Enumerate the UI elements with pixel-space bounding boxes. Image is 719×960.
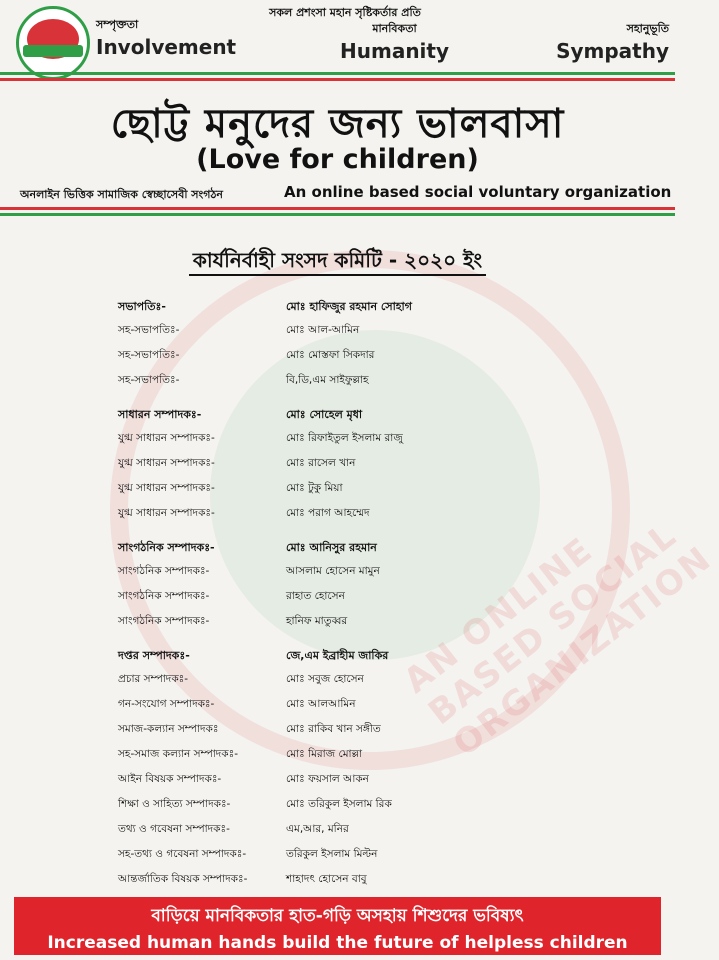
committee-row bbox=[118, 847, 638, 872]
keyword-sympathy bbox=[556, 20, 669, 63]
committee-member: তরিকুল ইসলাম মিল্টন bbox=[286, 848, 378, 860]
organization-name-bn: ছোট্ট মনুদের জন্য ভালবাসা bbox=[110, 101, 565, 147]
committee-role: সাংগঠনিক সম্পাদকঃ- bbox=[118, 615, 210, 627]
committee-member: বি,ডি,এম সাইফুল্লাহ bbox=[286, 374, 369, 386]
header-divider-green bbox=[0, 72, 675, 75]
committee-role: দপ্তর সম্পাদকঃ- bbox=[118, 649, 190, 662]
committee-role: সহ-সভাপতিঃ- bbox=[118, 349, 180, 361]
committee-member: মোঃ সবুজ হোসেন bbox=[286, 673, 364, 685]
organization-name-en: (Love for children) bbox=[196, 144, 479, 175]
committee-role: সভাপতিঃ- bbox=[118, 300, 166, 313]
keyword-involvement-en: Involvement bbox=[96, 35, 237, 59]
committee-row bbox=[118, 797, 638, 822]
committee-role: সাংগঠনিক সম্পাদকঃ- bbox=[118, 565, 210, 577]
committee-row bbox=[118, 406, 638, 431]
committee-member: মোঃ সোহেল মৃধা bbox=[286, 408, 363, 421]
committee-role: সাংগঠনিক সম্পাদকঃ- bbox=[118, 590, 210, 602]
committee-member: মোঃ মোস্তফা সিকদার bbox=[286, 349, 375, 361]
group-spacer bbox=[118, 531, 638, 539]
committee-row bbox=[118, 772, 638, 797]
committee-member: মোঃ রাকিব খান সঙ্গীত bbox=[286, 723, 381, 735]
committee-row bbox=[118, 298, 638, 323]
committee-row bbox=[118, 539, 638, 564]
committee-row bbox=[118, 323, 638, 348]
committee-member: মোঃ আলআমিন bbox=[286, 698, 356, 710]
committee-member: মোঃ আল-আমিন bbox=[286, 324, 360, 336]
committee-role: সাংগঠনিক সম্পাদকঃ- bbox=[118, 541, 215, 554]
footer-slogan-en: Increased human hands build the future of helpless children bbox=[47, 933, 628, 953]
committee-row bbox=[118, 589, 638, 614]
committee-member: শাহাদৎ হোসেন বাবু bbox=[286, 873, 367, 885]
committee-row bbox=[118, 647, 638, 672]
committee-role: যুগ্ম সাধারন সম্পাদকঃ- bbox=[118, 507, 215, 519]
keyword-involvement bbox=[96, 16, 236, 59]
committee-row bbox=[118, 872, 638, 897]
committee-row bbox=[118, 614, 638, 639]
committee-row bbox=[118, 373, 638, 398]
committee-member: মোঃ আনিসুর রহমান bbox=[286, 541, 377, 554]
committee-role: আইন বিষয়ক সম্পাদকঃ- bbox=[118, 773, 222, 785]
keyword-humanity bbox=[340, 20, 449, 63]
committee-member: মোঃ রিফাইতুল ইসলাম রাজু bbox=[286, 432, 403, 444]
group-spacer bbox=[118, 398, 638, 406]
committee-member: মোঃ ফয়সাল আকন bbox=[286, 773, 369, 785]
committee-member: মোঃ মিরাজ মোল্লা bbox=[286, 748, 363, 760]
keyword-involvement-bn: সম্পৃক্ততা bbox=[96, 18, 139, 31]
committee-row bbox=[118, 431, 638, 456]
tagline-divider-green bbox=[0, 213, 675, 216]
footer-banner bbox=[14, 897, 661, 955]
committee-member: মোঃ পরাগ আহম্মেদ bbox=[286, 507, 370, 519]
committee-row bbox=[118, 672, 638, 697]
committee-member: রাহাত হোসেন bbox=[286, 590, 345, 602]
committee-roster bbox=[118, 298, 638, 897]
committee-member: মোঃ রাসেল খান bbox=[286, 457, 356, 469]
keyword-sympathy-bn: সহানুভূতি bbox=[626, 22, 669, 35]
committee-role: সহ-সভাপতিঃ- bbox=[118, 324, 180, 336]
committee-role: তথ্য ও গবেষনা সম্পাদকঃ- bbox=[118, 823, 230, 835]
tagline-en: An online based social voluntary organization bbox=[284, 183, 672, 201]
committee-row bbox=[118, 348, 638, 373]
committee-role: সাধারন সম্পাদকঃ- bbox=[118, 408, 202, 421]
committee-member: আসলাম হোসেন মামুন bbox=[286, 565, 380, 577]
committee-member: মোঃ হাফিজুর রহমান সোহাগ bbox=[286, 300, 412, 313]
tagline-bn: অনলাইন ভিত্তিক সামাজিক স্বেচ্ছাসেবী সংগঠন bbox=[20, 188, 223, 201]
organization-logo bbox=[16, 6, 90, 80]
committee-row bbox=[118, 822, 638, 847]
committee-member: মোঃ টুকু মিয়া bbox=[286, 482, 343, 494]
committee-role: সহ-সভাপতিঃ- bbox=[118, 374, 180, 386]
committee-role: গন-সংযোগ সম্পাদকঃ- bbox=[118, 698, 215, 710]
committee-role: প্রচার সম্পাদকঃ- bbox=[118, 673, 189, 685]
committee-row bbox=[118, 481, 638, 506]
committee-member: হানিফ মাতুব্বর bbox=[286, 615, 348, 627]
committee-title bbox=[0, 246, 675, 279]
committee-row bbox=[118, 697, 638, 722]
committee-role: শিক্ষা ও সাহিত্য সম্পাদকঃ- bbox=[118, 798, 231, 810]
header-divider-red bbox=[0, 78, 675, 81]
committee-role: যুগ্ম সাধারন সম্পাদকঃ- bbox=[118, 457, 215, 469]
keyword-humanity-bn: মানবিকতা bbox=[372, 22, 417, 35]
committee-row bbox=[118, 722, 638, 747]
committee-role: যুগ্ম সাধারন সম্পাদকঃ- bbox=[118, 482, 215, 494]
committee-row bbox=[118, 506, 638, 531]
committee-member: মোঃ তরিকুল ইসলাম রিক bbox=[286, 798, 392, 810]
committee-role: আন্তর্জাতিক বিষয়ক সম্পাদকঃ- bbox=[118, 873, 248, 885]
watermark-text: AN ONLINE BASED SOCIAL ORGANIZATION bbox=[396, 514, 719, 765]
slogan: সকল প্রশংসা মহান সৃষ্টিকর্তার প্রতি bbox=[269, 6, 421, 19]
logo-band bbox=[23, 45, 83, 57]
committee-role: যুগ্ম সাধারন সম্পাদকঃ- bbox=[118, 432, 215, 444]
committee-member: জে,এম ইব্রাহীম জাকির bbox=[286, 649, 389, 662]
committee-member: এম,আর, মনির bbox=[286, 823, 349, 835]
committee-title-text: কার্যনির্বাহী সংসদ কমিটি - ২০২০ ইং bbox=[189, 248, 486, 276]
committee-row bbox=[118, 564, 638, 589]
keyword-humanity-en: Humanity bbox=[340, 39, 450, 63]
committee-role: সমাজ-কল্যান সম্পাদকঃ bbox=[118, 723, 219, 735]
footer-slogan-bn: বাড়িয়ে মানবিকতার হাত-গড়ি অসহায় শিশুদের ভবিষ্যৎ bbox=[151, 906, 524, 926]
tagline-divider-red bbox=[0, 207, 675, 210]
committee-role: সহ-তথ্য ও গবেষনা সম্পাদকঃ- bbox=[118, 848, 247, 860]
committee-row bbox=[118, 747, 638, 772]
keyword-sympathy-en: Sympathy bbox=[556, 39, 669, 63]
group-spacer bbox=[118, 639, 638, 647]
committee-row bbox=[118, 456, 638, 481]
committee-role: সহ-সমাজ কল্যান সম্পাদকঃ- bbox=[118, 748, 239, 760]
